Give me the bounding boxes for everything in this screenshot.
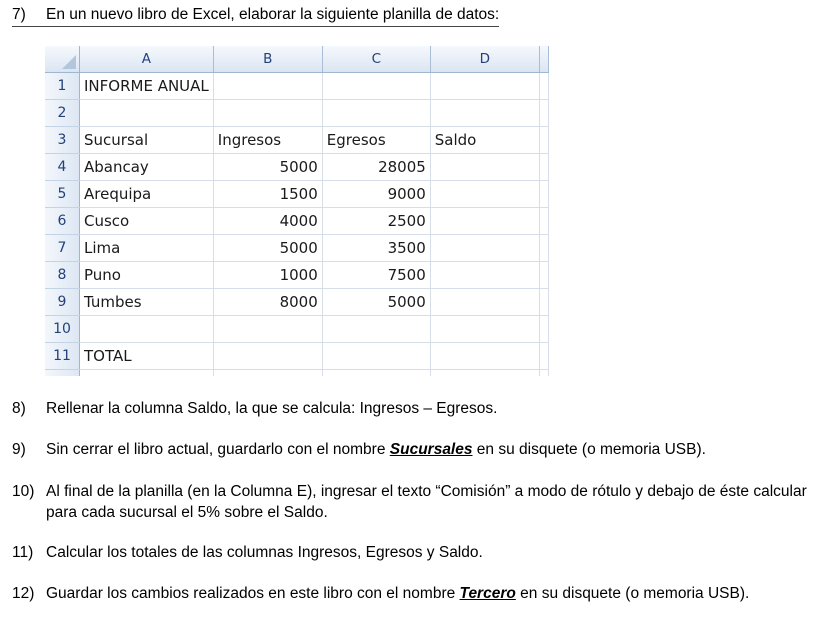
instruction-number: 10) bbox=[12, 483, 35, 500]
cell-a[interactable]: Lima bbox=[80, 235, 214, 262]
cell-c[interactable] bbox=[322, 343, 430, 370]
cell-a[interactable]: Puno bbox=[80, 262, 214, 289]
instruction-item bbox=[12, 439, 822, 460]
row-header[interactable]: 11 bbox=[45, 343, 80, 370]
cell-b[interactable]: 4000 bbox=[213, 208, 322, 235]
instruction-item bbox=[12, 583, 822, 604]
instruction-number: 12) bbox=[12, 585, 35, 602]
instruction-text-end: en su disquete (o memoria USB). bbox=[515, 585, 750, 602]
cell-b[interactable] bbox=[213, 343, 322, 370]
cell-d[interactable] bbox=[430, 100, 539, 127]
instruction-text bbox=[46, 398, 822, 419]
cell-edge bbox=[539, 181, 548, 208]
table-row bbox=[45, 289, 548, 316]
cell-d[interactable] bbox=[430, 73, 539, 100]
row-header[interactable]: 3 bbox=[45, 127, 80, 154]
cell-b[interactable]: 5000 bbox=[213, 154, 322, 181]
table-row bbox=[45, 262, 548, 289]
column-header-edge bbox=[539, 46, 548, 73]
partial-row bbox=[45, 370, 548, 377]
cell-a[interactable]: INFORME ANUAL bbox=[80, 73, 214, 100]
cell-d[interactable] bbox=[430, 208, 539, 235]
column-header-b[interactable]: B bbox=[213, 46, 322, 73]
cell-c[interactable]: 3500 bbox=[322, 235, 430, 262]
instruction-7 bbox=[12, 6, 499, 27]
cell-d[interactable] bbox=[430, 235, 539, 262]
table-row bbox=[45, 316, 548, 343]
cell-edge bbox=[539, 343, 548, 370]
instruction-item bbox=[12, 542, 822, 563]
table-row bbox=[45, 100, 548, 127]
select-all-corner[interactable] bbox=[45, 46, 80, 73]
cell-d[interactable] bbox=[430, 262, 539, 289]
row-header[interactable]: 7 bbox=[45, 235, 80, 262]
cell-edge bbox=[539, 127, 548, 154]
cell-d[interactable] bbox=[430, 316, 539, 343]
file-name-emphasis: Tercero bbox=[459, 585, 516, 602]
cell-edge bbox=[539, 208, 548, 235]
cell-c[interactable]: 7500 bbox=[322, 262, 430, 289]
instruction-item bbox=[12, 481, 822, 523]
cell-c[interactable] bbox=[322, 316, 430, 343]
cell-b[interactable]: 5000 bbox=[213, 235, 322, 262]
cell-c[interactable]: 9000 bbox=[322, 181, 430, 208]
instruction-number: 11) bbox=[12, 544, 34, 561]
instruction-text-start: Guardar los cambios realizados en este libro con el nombre bbox=[46, 585, 460, 602]
cell-edge bbox=[539, 100, 548, 127]
cell-edge bbox=[539, 316, 548, 343]
row-header[interactable]: 9 bbox=[45, 289, 80, 316]
instruction-text-end: en su disquete (o memoria USB). bbox=[472, 441, 706, 458]
table-row bbox=[45, 73, 548, 100]
instruction-text-start: Sin cerrar el libro actual, guardarlo con el nombre bbox=[46, 441, 390, 458]
cell-edge bbox=[539, 289, 548, 316]
cell-a[interactable]: Abancay bbox=[80, 154, 214, 181]
instruction-text bbox=[46, 481, 822, 523]
row-header[interactable]: 2 bbox=[45, 100, 80, 127]
cell-b[interactable]: 1500 bbox=[213, 181, 322, 208]
cell-d[interactable]: Saldo bbox=[430, 127, 539, 154]
table-row bbox=[45, 181, 548, 208]
instruction-text-start: Al final de la planilla (en la Columna E), ingresar el texto “Comisión” a modo de rótulo y debajo de éste calcular para cada sucursal el 5% sobre el Saldo. bbox=[46, 483, 807, 521]
cell-a[interactable]: Tumbes bbox=[80, 289, 214, 316]
cell-b[interactable]: Ingresos bbox=[213, 127, 322, 154]
cell-c[interactable]: 5000 bbox=[322, 289, 430, 316]
instruction-text: En un nuevo libro de Excel, elaborar la siguiente planilla de datos: bbox=[46, 6, 500, 23]
cell-d[interactable] bbox=[430, 343, 539, 370]
cell-d[interactable] bbox=[430, 289, 539, 316]
row-header[interactable]: 6 bbox=[45, 208, 80, 235]
table-row bbox=[45, 208, 548, 235]
cell-c[interactable]: 28005 bbox=[322, 154, 430, 181]
table-row bbox=[45, 127, 548, 154]
column-header-a[interactable]: A bbox=[80, 46, 214, 73]
row-header[interactable]: 5 bbox=[45, 181, 80, 208]
cell-a[interactable]: Cusco bbox=[80, 208, 214, 235]
file-name-emphasis: Sucursales bbox=[389, 441, 473, 458]
cell-a[interactable]: TOTAL bbox=[80, 343, 214, 370]
cell-b[interactable] bbox=[213, 73, 322, 100]
cell-c[interactable]: Egresos bbox=[322, 127, 430, 154]
column-header-d[interactable]: D bbox=[430, 46, 539, 73]
cell-edge bbox=[539, 73, 548, 100]
column-header-c[interactable]: C bbox=[322, 46, 430, 73]
cell-a[interactable] bbox=[80, 316, 214, 343]
instruction-text-start: Rellenar la columna Saldo, la que se calcula: Ingresos – Egresos. bbox=[46, 400, 498, 417]
instruction-number: 9) bbox=[12, 441, 26, 458]
table-row bbox=[45, 235, 548, 262]
cell-b[interactable]: 8000 bbox=[213, 289, 322, 316]
cell-edge bbox=[539, 154, 548, 181]
table-row bbox=[45, 343, 548, 370]
cell-a[interactable]: Arequipa bbox=[80, 181, 214, 208]
instruction-number: 8) bbox=[12, 400, 26, 417]
cell-d[interactable] bbox=[430, 154, 539, 181]
cell-d[interactable] bbox=[430, 181, 539, 208]
row-header[interactable]: 8 bbox=[45, 262, 80, 289]
cell-a[interactable] bbox=[80, 100, 214, 127]
row-header[interactable]: 1 bbox=[45, 73, 80, 100]
instruction-number: 7) bbox=[12, 6, 26, 23]
cell-a[interactable]: Sucursal bbox=[80, 127, 214, 154]
row-header[interactable]: 10 bbox=[45, 316, 80, 343]
instruction-text bbox=[46, 439, 822, 460]
cell-c[interactable]: 2500 bbox=[322, 208, 430, 235]
cell-edge bbox=[539, 235, 548, 262]
table-row bbox=[45, 154, 548, 181]
cell-b[interactable] bbox=[213, 316, 322, 343]
cell-b[interactable]: 1000 bbox=[213, 262, 322, 289]
cell-edge bbox=[539, 262, 548, 289]
spreadsheet bbox=[45, 46, 549, 376]
cell-b[interactable] bbox=[213, 100, 322, 127]
row-header[interactable]: 4 bbox=[45, 154, 80, 181]
instruction-item bbox=[12, 398, 822, 419]
cell-c[interactable] bbox=[322, 73, 430, 100]
cell-c[interactable] bbox=[322, 100, 430, 127]
instruction-text bbox=[46, 542, 822, 563]
instruction-text bbox=[46, 583, 822, 604]
instruction-text-start: Calcular los totales de las columnas Ingresos, Egresos y Saldo. bbox=[46, 544, 483, 561]
